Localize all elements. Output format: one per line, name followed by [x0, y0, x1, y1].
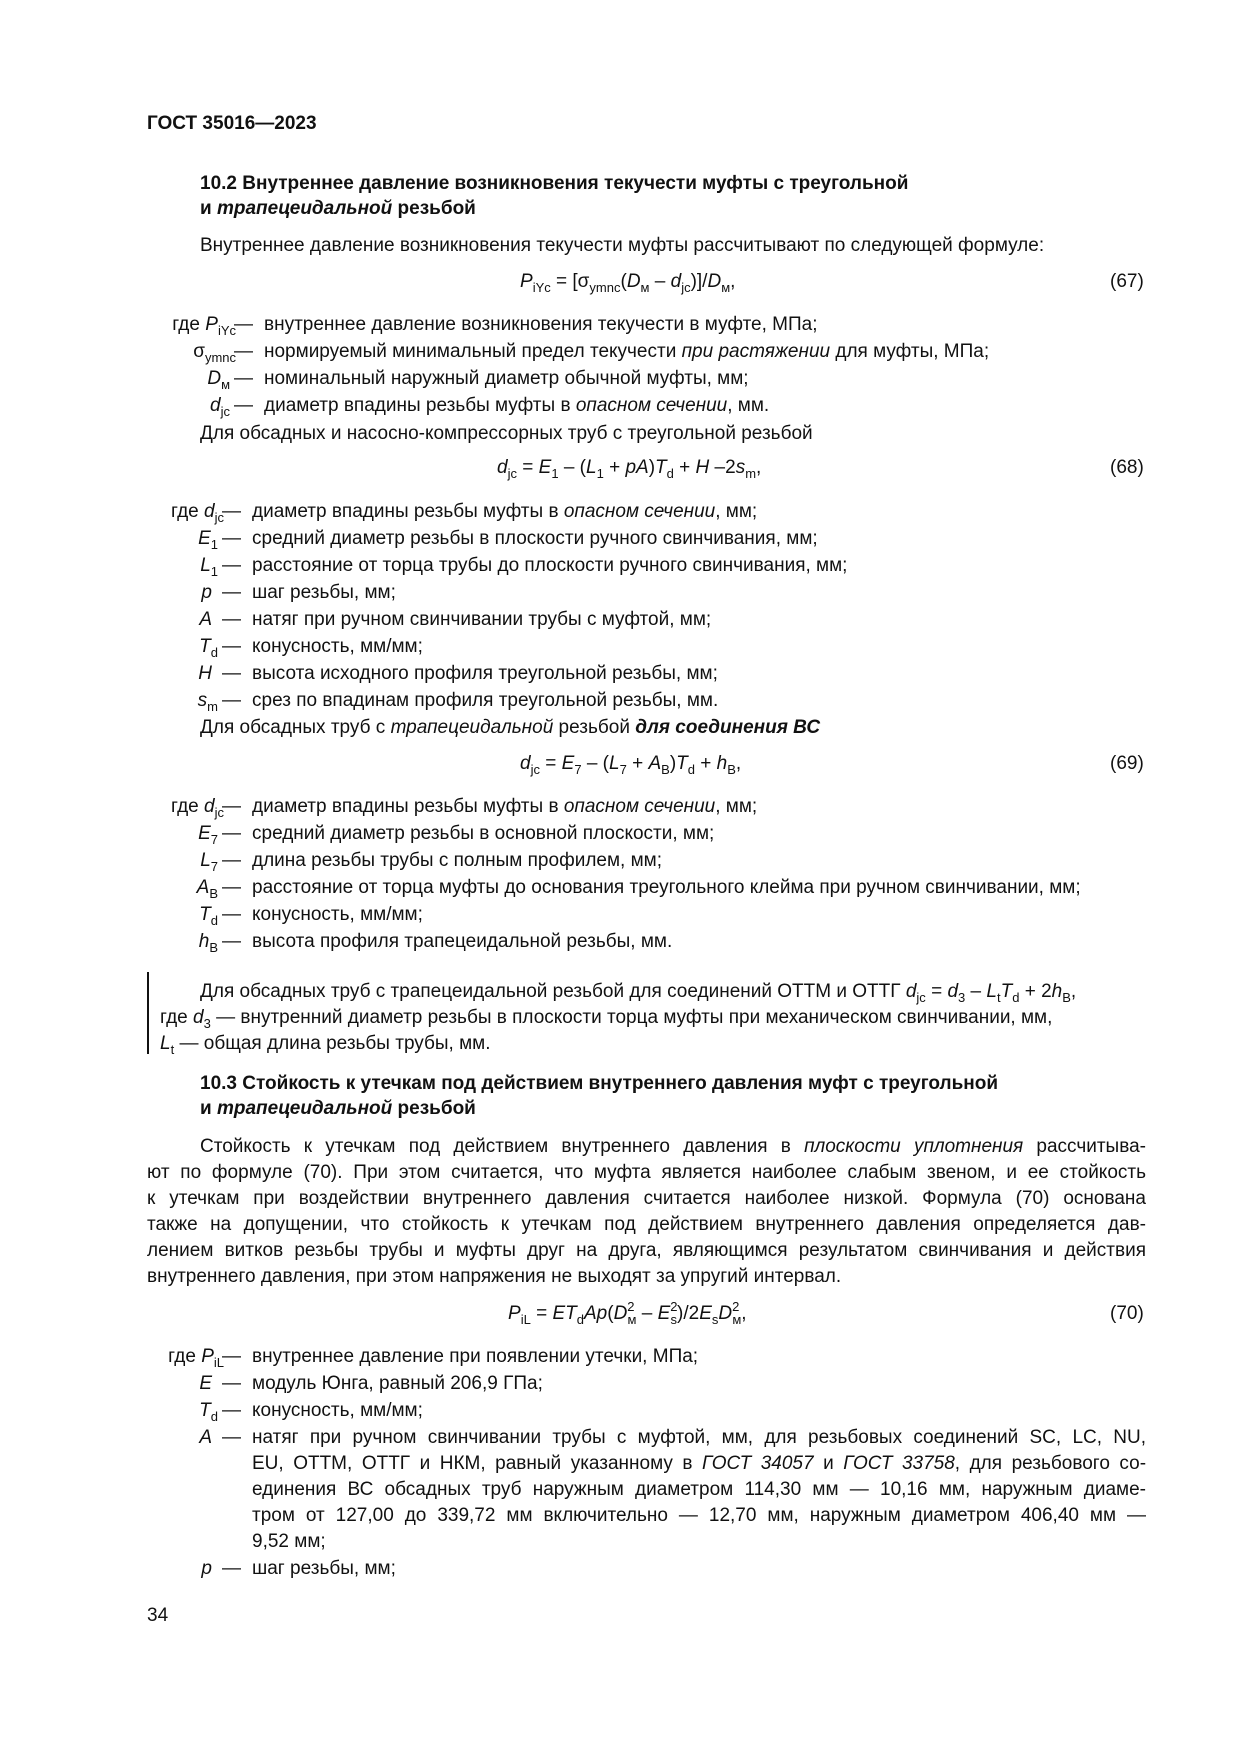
symbol-hB: $h_B$	[198, 931, 218, 955]
definition-Td: конусность, мм/мм;	[252, 636, 423, 657]
casing-triangular-intro: Для обсадных и насосно-компрессорных труб с треугольной резьбой	[200, 423, 813, 444]
note-ottm-ottg-line3: $L_t$ — общая длина резьбы трубы, мм.	[160, 1033, 491, 1057]
definition-Dm: номинальный наружный диаметр обычной муфты, мм;	[264, 368, 749, 389]
section-10-3-title-line2: и трапецеидальной резьбой	[200, 1098, 476, 1119]
equation-number-67: (67)	[1110, 271, 1144, 292]
paragraph-10-3-line1: Стойкость к утечкам под действием внутреннего давления в плоскости уплотнения рассчитыва-	[200, 1136, 1146, 1157]
symbol-Td: $T_d$	[199, 636, 218, 660]
paragraph-10-3-line3: к утечкам при воздействии внутреннего давления считается наиболее низкой. Формула (70) основана	[147, 1188, 1146, 1209]
definition-E7: средний диаметр резьбы в основной плоскости, мм;	[252, 823, 715, 844]
symbol-A: A	[199, 609, 212, 630]
definition-sm: срез по впадинам профиля треугольной резьбы, мм.	[252, 690, 719, 711]
definition-sigma-ymnc: нормируемый минимальный предел текучести при растяжении для муфты, МПа;	[264, 341, 990, 362]
symbol-Dm: $D_м$	[207, 368, 230, 392]
definition-PiL: внутреннее давление при появлении утечки, МПа;	[252, 1346, 699, 1367]
note-ottm-ottg-line2: где $d_3$ — внутренний диаметр резьбы в плоскости торца муфты при механическом свинчивании, мм,	[160, 1007, 1053, 1031]
paragraph-10-3-line6: внутреннего давления, при этом напряжения не выходят за упругий интервал.	[147, 1266, 842, 1287]
symbol-Td-69: $T_d$	[199, 904, 218, 928]
section-10-3-title-line1: 10.3 Стойкость к утечкам под действием внутреннего давления муфт с треугольной	[200, 1073, 999, 1094]
definition-p-70: шаг резьбы, мм;	[252, 1558, 396, 1579]
definition-A: натяг при ручном свинчивании трубы с муфтой, мм;	[252, 609, 712, 630]
symbol-p-70: p	[201, 1558, 212, 1579]
definition-H: высота исходного профиля треугольной резьбы, мм;	[252, 663, 718, 684]
definition-PiYc: внутреннее давление возникновения текучести в муфте, МПа;	[264, 314, 818, 335]
formula-69: $d_{jc} = E_7 - (L_7 + A_B)T_d + h_B$,	[520, 753, 742, 777]
symbol-PiL: где $P_{iL}$	[168, 1346, 224, 1370]
symbol-H: H	[198, 663, 212, 684]
symbol-sigma-ymnc: $\sigma_{ymnc}$	[193, 341, 236, 365]
definition-E: модуль Юнга, равный 206,9 ГПа;	[252, 1373, 543, 1394]
casing-trapezoidal-intro: Для обсадных труб с трапецеидальной резьбой для соединения ВС	[200, 717, 821, 738]
definition-p: шаг резьбы, мм;	[252, 582, 396, 603]
symbol-djc-69: где $d_{jc}$	[171, 796, 224, 820]
definition-djc-69: диаметр впадины резьбы муфты в опасном сечении, мм;	[252, 796, 758, 817]
symbol-djc: $d_{jc}$	[210, 395, 230, 419]
definition-A-70-line3: единения ВС обсадных труб наружным диаметром 114,30 мм — 10,16 мм, наружным диаме-	[252, 1479, 1146, 1500]
note-ottm-ottg-line1: Для обсадных труб с трапецеидальной резьбой для соединений ОТТМ и ОТТГ $d_{jc} = d_3 - L_tT_d + 2h_B$,	[200, 981, 1077, 1005]
symbol-AB: $A_B$	[196, 877, 218, 901]
equation-number-68: (68)	[1110, 457, 1144, 478]
definition-djc: диаметр впадины резьбы муфты в опасном сечении, мм.	[264, 395, 770, 416]
formula-68: $d_{jc} = E_1 - (L_1 + pA)T_d + H$ $-2s_m$,	[497, 457, 762, 481]
document-id-header: ГОСТ 35016—2023	[147, 113, 317, 134]
symbol-E7: $E_7$	[198, 823, 218, 847]
definition-hB: высота профиля трапецеидальной резьбы, мм.	[252, 931, 673, 952]
equation-number-69: (69)	[1110, 753, 1144, 774]
symbol-L1: $L_1$	[200, 555, 218, 579]
paragraph-10-3-line4: также на допущении, что стойкость к утечкам под действием внутреннего давления определяется дав-	[147, 1214, 1146, 1235]
definition-djc-68: диаметр впадины резьбы муфты в опасном сечении, мм;	[252, 501, 758, 522]
definition-Td-70: конусность, мм/мм;	[252, 1400, 423, 1421]
definition-A-70-line2: EU, ОТТМ, ОТТГ и НКМ, равный указанному в ГОСТ 34057 и ГОСТ 33758, для резьбового со-	[252, 1453, 1147, 1474]
symbol-djc-68: где $d_{jc}$	[171, 501, 224, 525]
document-page: ГОСТ 35016—2023 10.2 Внутреннее давление возникновения текучести муфты с треугольной и трапецеидальной резьбой Внутреннее давление возникновения текучести муфты рассчитывают по следующей формуле: $P_{iYc} = [\sigma_{ymnc}(D_м - d_{jc})]/D_м$, (67) где $P_{iYc}$ — внутреннее давление возникновения текучести в муфте, МПа; $\sigma_{ymnc}$ — нормируемый минимальный предел текучести при растяжении для муфты, МПа; $D_м$ — номинальный наружный диаметр обычной муфты, мм; $d_{jc}$ — диаметр впадины резьбы муфты в опасном сечении, мм. Для обсадных и насосно-компрессорных труб с треугольной резьбой $d_{jc} = E_1 - (L_1 + pA)T_d + H$ $-2s_m$, (68) где $d_{jc}$ — диаметр впадины резьбы муфты в опасном сечении, мм; $E_1$ — средний диаметр резьбы в плоскости ручного свинчивания, мм; $L_1$ — расстояние от торца трубы до плоскости ручного свинчивания, мм; p — шаг резьбы, мм; A — натяг при ручном свинчивании трубы с муфтой, мм; $T_d$ — конусность, мм/мм; H — высота исходного профиля треугольной резьбы, мм; $s_m$ — срез по впадинам профиля треугольной резьбы, мм. Для обсадных труб с трапецеидальной резьбой для соединения ВС $d_{jc} = E_7 - (L_7 + A_B)T_d + h_B$, (69) где $d_{jc}$ — диаметр впадины резьбы муфты в опасном сечении, мм; $E_7$ — средний диаметр резьбы в основной плоскости, мм; $L_7$ — длина резьбы трубы с полным профилем, мм; $A_B$ — расстояние от торца муфты до основания треугольного клейма при ручном свинчивании, мм; $T_d$ — конусность, мм/мм; $h_B$ — высота профиля трапецеидальной резьбы, мм. Для обсадных труб с трапецеидальной резьбой для соединений ОТТМ и ОТТГ $d_{jc} = d_3 - L_tT_d + 2h_B$, где $d_3$ — внутренний диаметр резьбы в плоскости торца муфты при механическом свинчивании, мм, $L_t$ — общая длина резьбы трубы, мм. 10.3 Стойкость к утечкам под действием внутреннего давления муфт с треугольной и трапецеидальной резьбой Стойкость к утечкам под действием внутреннего давления в плоскости уплотнения рассчитыва- ют по формуле (70). При этом считается, что муфта является наиболее слабым звеном, и ее стойкость к утечкам при воздействии внутреннего давления считается наиболее низкой. Формула (70) основана также на допущении, что стойкость к утечкам под действием внутреннего давления определяется дав- лением витков резьбы трубы и муфты друг на друга, являющимся результатом свинчивания и действия внутреннего давления, при этом напряжения не выходят за упругий интервал. $P_{iL} = ET_dAp(D^2_м - E^2_s)/2E_sD^2_м$, (70) где $P_{iL}$ — внутреннее давление при появлении утечки, МПа; E — модуль Юнга, равный 206,9 ГПа; $T_d$ — конусность, мм/мм; A — натяг при ручном свинчивании трубы с муфтой, мм, для резьбовых соединений SC, LC, NU, EU, ОТТМ, ОТТГ и НКМ, равный указанному в ГОСТ 34057 и ГОСТ 33758, для резьбового со- единения ВС обсадных труб наружным диаметром 114,30 мм — 10,16 мм, наружным диаме- тром от 127,00 до 339,72 мм включительно — 12,70 мм, наружным диаметром 406,40 мм — 9,52 мм; p — шаг резьбы, мм; 34	[0, 0, 1241, 1754]
definition-AB: расстояние от торца муфты до основания треугольного клейма при ручном свинчивании, мм;	[252, 877, 1081, 898]
section-10-2-title-line1: 10.2 Внутреннее давление возникновения текучести муфты с треугольной	[200, 173, 909, 194]
definition-L1: расстояние от торца трубы до плоскости ручного свинчивания, мм;	[252, 555, 848, 576]
symbol-p: p	[201, 582, 212, 603]
definition-A-70-line1: натяг при ручном свинчивании трубы с муфтой, мм, для резьбовых соединений SC, LC, NU,	[252, 1427, 1146, 1448]
section-10-2-title-line2: и трапецеидальной резьбой	[200, 198, 476, 219]
symbol-Td-70: $T_d$	[199, 1400, 218, 1424]
definition-E1: средний диаметр резьбы в плоскости ручного свинчивания, мм;	[252, 528, 818, 549]
definition-A-70-line5: 9,52 мм;	[252, 1531, 326, 1552]
symbol-E: E	[199, 1373, 212, 1394]
change-bar	[147, 972, 149, 1054]
definition-Td-69: конусность, мм/мм;	[252, 904, 423, 925]
symbol-sm: $s_m$	[197, 690, 218, 714]
page-number: 34	[147, 1605, 169, 1626]
definition-L7: длина резьбы трубы с полным профилем, мм;	[252, 850, 662, 871]
symbol-PiYc: где $P_{iYc}$	[172, 314, 236, 338]
paragraph-10-3-line2: ют по формуле (70). При этом считается, что муфта является наиболее слабым звеном, и ее стойкость	[147, 1162, 1146, 1183]
section-10-2-intro: Внутреннее давление возникновения текучести муфты рассчитывают по следующей формуле:	[200, 235, 1045, 256]
formula-67: $P_{iYc} = [\sigma_{ymnc}(D_м - d_{jc})]/D_м$,	[520, 271, 736, 295]
symbol-E1: $E_1$	[198, 528, 218, 552]
symbol-L7: $L_7$	[200, 850, 218, 874]
paragraph-10-3-line5: лением витков резьбы трубы и муфты друг на друга, являющимся результатом свинчивания и действия	[147, 1240, 1146, 1261]
symbol-A-70: A	[199, 1427, 212, 1448]
definition-A-70-line4: тром от 127,00 до 339,72 мм включительно — 12,70 мм, наружным диаметром 406,40 мм —	[252, 1505, 1146, 1526]
equation-number-70: (70)	[1110, 1303, 1144, 1324]
formula-70: $P_{iL} = ET_dAp(D^2_м - E^2_s)/2E_sD^2_м$,	[508, 1299, 747, 1327]
